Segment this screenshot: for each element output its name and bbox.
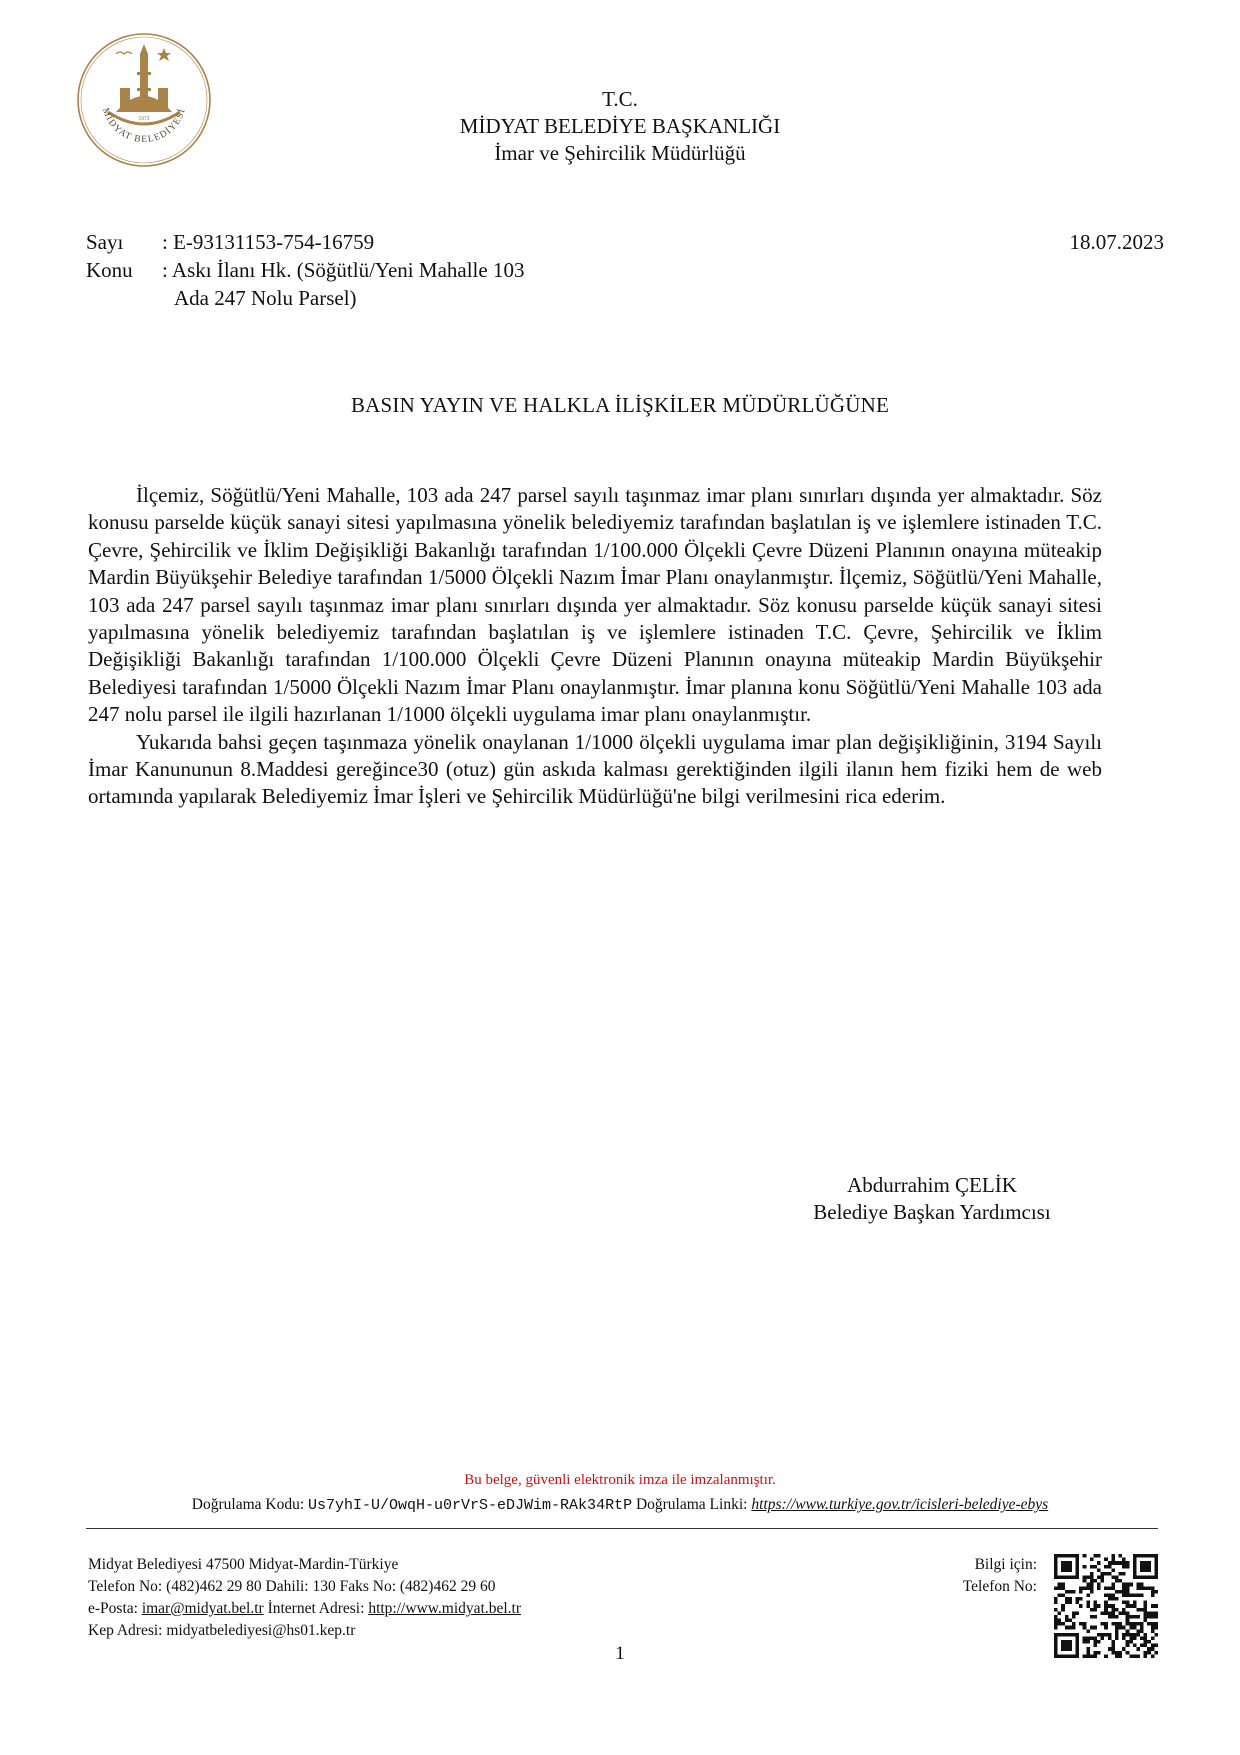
konu-line-2: Ada 247 Nolu Parsel) xyxy=(174,286,357,310)
footer-address-block xyxy=(88,1554,521,1642)
header-municipality: MİDYAT BELEDİYE BAŞKANLIĞI xyxy=(459,114,781,138)
sayi-label: Sayı xyxy=(86,230,124,254)
email-link[interactable]: imar@midyat.bel.tr xyxy=(141,1600,264,1617)
verify-link[interactable]: https://www.turkiye.gov.tr/icisleri-belediye-ebys xyxy=(751,1496,1049,1513)
verify-code-label: Doğrulama Kodu: xyxy=(191,1496,305,1513)
footer-email-web xyxy=(88,1598,521,1620)
footer-divider xyxy=(86,1528,1158,1529)
footer-phone: Telefon No: (482)462 29 80 Dahili: 130 Faks No: (482)462 29 60 xyxy=(88,1578,496,1595)
email-label: e-Posta: xyxy=(88,1600,138,1617)
verification-line xyxy=(0,1496,1240,1514)
signatory-title: Belediye Başkan Yardımcısı xyxy=(813,1200,1051,1224)
seal-text: MİDYAT BELEDİYESİ xyxy=(99,106,188,146)
sayi-value: : E-93131153-754-16759 xyxy=(162,230,375,254)
konu-value xyxy=(162,256,642,312)
seal-year: 1973 xyxy=(138,116,150,122)
page-number: 1 xyxy=(615,1643,625,1664)
footer-kep: Kep Adresi: midyatbelediyesi@hs01.kep.tr xyxy=(88,1622,356,1639)
body-paragraph-2: Yukarıda bahsi geçen taşınmaza yönelik onaylanan 1/1000 ölçekli uygulama imar plan değişikliğinin, 3194 Sayılı İmar Kanununun 8.Maddesi gereğince30 (otuz) gün askıda kalması gerektiğinden ilgili ilanın hem fiziki hem de web ortamında yapılarak Belediyemiz İmar İşleri ve Şehircilik Müdürlüğü'ne bilgi verilmesini rica ederim. xyxy=(88,729,1102,809)
info-label: Bilgi için: xyxy=(974,1556,1037,1573)
letter-body xyxy=(88,482,1102,811)
document-date: 18.07.2023 xyxy=(1069,230,1164,254)
verify-code: Us7yhI-U/OwqH-u0rVrS-eDJWim-RAk34RtP xyxy=(308,1497,633,1514)
body-paragraph-1: İlçemiz, Söğütlü/Yeni Mahalle, 103 ada 247 parsel sayılı taşınmaz imar planı sınırları dışında yer almaktadır. Söz konusu parselde küçük sanayi sitesi yapılmasına yönelik belediyemiz tarafından başlatılan iş ve işlemlere istinaden T.C. Çevre, Şehircilik ve İklim Değişikliği Bakanlığı tarafından 1/100.000 Ölçekli Çevre Düzeni Planının onayına müteakip Mardin Büyükşehir Belediye tarafından 1/5000 Ölçekli Nazım İmar Planı onaylanmıştır. İlçemiz, Söğütlü/Yeni Mahalle, 103 ada 247 parsel sayılı taşınmaz imar planı sınırları dışında yer almaktadır. Söz konusu parselde küçük sanayi sitesi yapılmasına yönelik belediyemiz tarafından başlatılan iş ve işlemlere istinaden T.C. Çevre, Şehircilik ve İklim Değişikliği Bakanlığı tarafından 1/100.000 Ölçekli Çevre Düzeni Planının onayına müteakip Mardin Büyükşehir Belediyesi tarafından 1/5000 Ölçekli Nazım İmar Planı onaylanmıştır. İmar planına konu Söğütlü/Yeni Mahalle 103 ada 247 nolu parsel ile ilgili hazırlanan 1/1000 ölçekli uygulama imar planı onaylanmıştır. xyxy=(88,483,1102,727)
konu-label: Konu xyxy=(86,258,133,282)
header-tc: T.C. xyxy=(602,87,638,111)
recipient-heading: BASIN YAYIN VE HALKLA İLİŞKİLER MÜDÜRLÜĞÜNE xyxy=(350,393,890,417)
info-phone-label: Telefon No: xyxy=(962,1578,1037,1595)
verify-link-label: Doğrulama Linki: xyxy=(635,1496,748,1513)
esignature-notice: Bu belge, güvenli elektronik imza ile imzalanmıştır. xyxy=(464,1472,776,1488)
footer-address: Midyat Belediyesi 47500 Midyat-Mardin-Türkiye xyxy=(88,1556,399,1573)
web-link[interactable]: http://www.midyat.bel.tr xyxy=(368,1600,521,1617)
signatory-name: Abdurrahim ÇELİK xyxy=(847,1173,1017,1197)
footer-info-block xyxy=(920,1554,1037,1598)
konu-line-1: : Askı İlanı Hk. (Söğütlü/Yeni Mahalle 103 xyxy=(162,258,525,282)
header-department: İmar ve Şehircilik Müdürlüğü xyxy=(494,141,746,165)
web-label: İnternet Adresi: xyxy=(267,1600,365,1617)
